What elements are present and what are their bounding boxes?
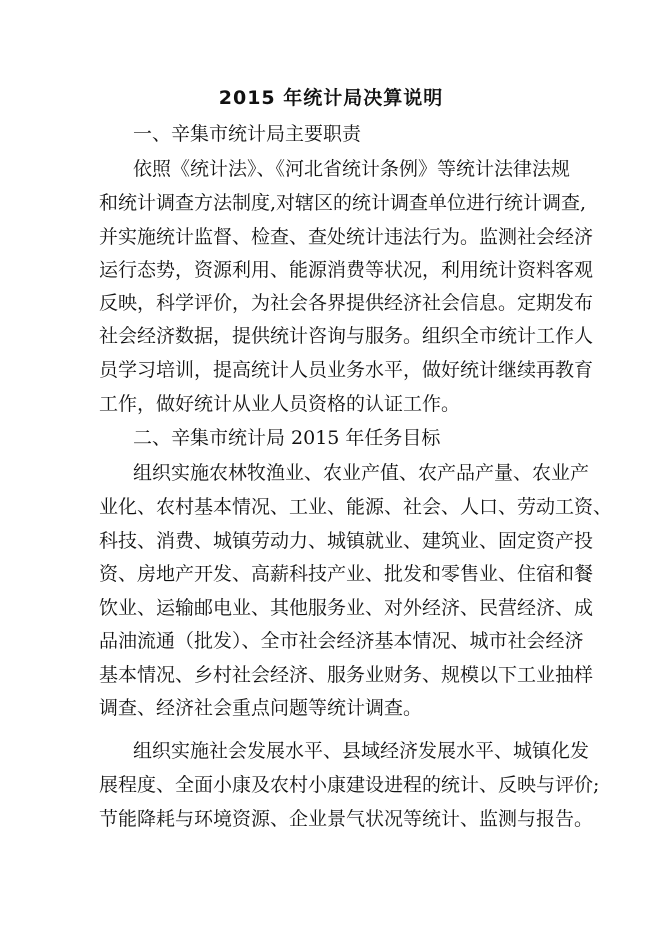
paragraph-line: 并实施统计监督、检查、查处统计违法行为。监测社会经济 [99, 226, 594, 248]
section-heading-duties: 一、辛集市统计局主要职责 [133, 123, 362, 145]
section-heading-goals: 二、辛集市统计局 2015 年任务目标 [133, 427, 441, 449]
paragraph-line: 品油流通（批发）、全市社会经济基本情况、城市社会经济 [99, 630, 584, 652]
paragraph-line: 工作，做好统计从业人员资格的认证工作。 [99, 393, 461, 415]
paragraph-line: 节能降耗与环境资源、企业景气状况等统计、监测与报告。 [99, 808, 594, 830]
paragraph-line: 科技、消费、城镇劳动力、城镇就业、建筑业、固定资产投 [99, 530, 594, 552]
paragraph-line: 饮业、运输邮电业、其他服务业、对外经济、民营经济、成 [99, 597, 594, 619]
paragraph-line: 资、房地产开发、高薪科技产业、批发和零售业、住宿和餐 [99, 563, 594, 585]
paragraph-line: 反映，科学评价，为社会各界提供经济社会信息。定期发布 [99, 292, 594, 314]
paragraph-line: 依照《统计法》、《河北省统计条例》等统计法律法规 [133, 158, 571, 180]
paragraph-line: 员学习培训，提高统计人员业务水平，做好统计继续再教育 [99, 359, 594, 381]
paragraph-line: 调查、经济社会重点问题等统计调查。 [99, 697, 423, 719]
paragraph-line: 组织实施农林牧渔业、农业产值、农产品产量、农业产 [133, 462, 590, 484]
paragraph-line: 社会经济数据，提供统计咨询与服务。组织全市统计工作人 [99, 325, 594, 347]
paragraph-line: 展程度、全面小康及农村小康建设进程的统计、反映与评价; [99, 774, 600, 796]
paragraph-line: 组织实施社会发展水平、县域经济发展水平、城镇化发 [133, 740, 590, 762]
paragraph-line: 和统计调查方法制度,对辖区的统计调查单位进行统计调查, [99, 192, 587, 214]
paragraph-line: 运行态势，资源利用、能源消费等状况，利用统计资料客观 [99, 259, 594, 281]
paragraph-line: 基本情况、乡村社会经济、服务业财务、规模以下工业抽样 [99, 664, 594, 686]
document-title: 2015 年统计局决算说明 [218, 87, 444, 109]
paragraph-line: 业化、农村基本情况、工业、能源、社会、人口、劳动工资、 [99, 496, 613, 518]
